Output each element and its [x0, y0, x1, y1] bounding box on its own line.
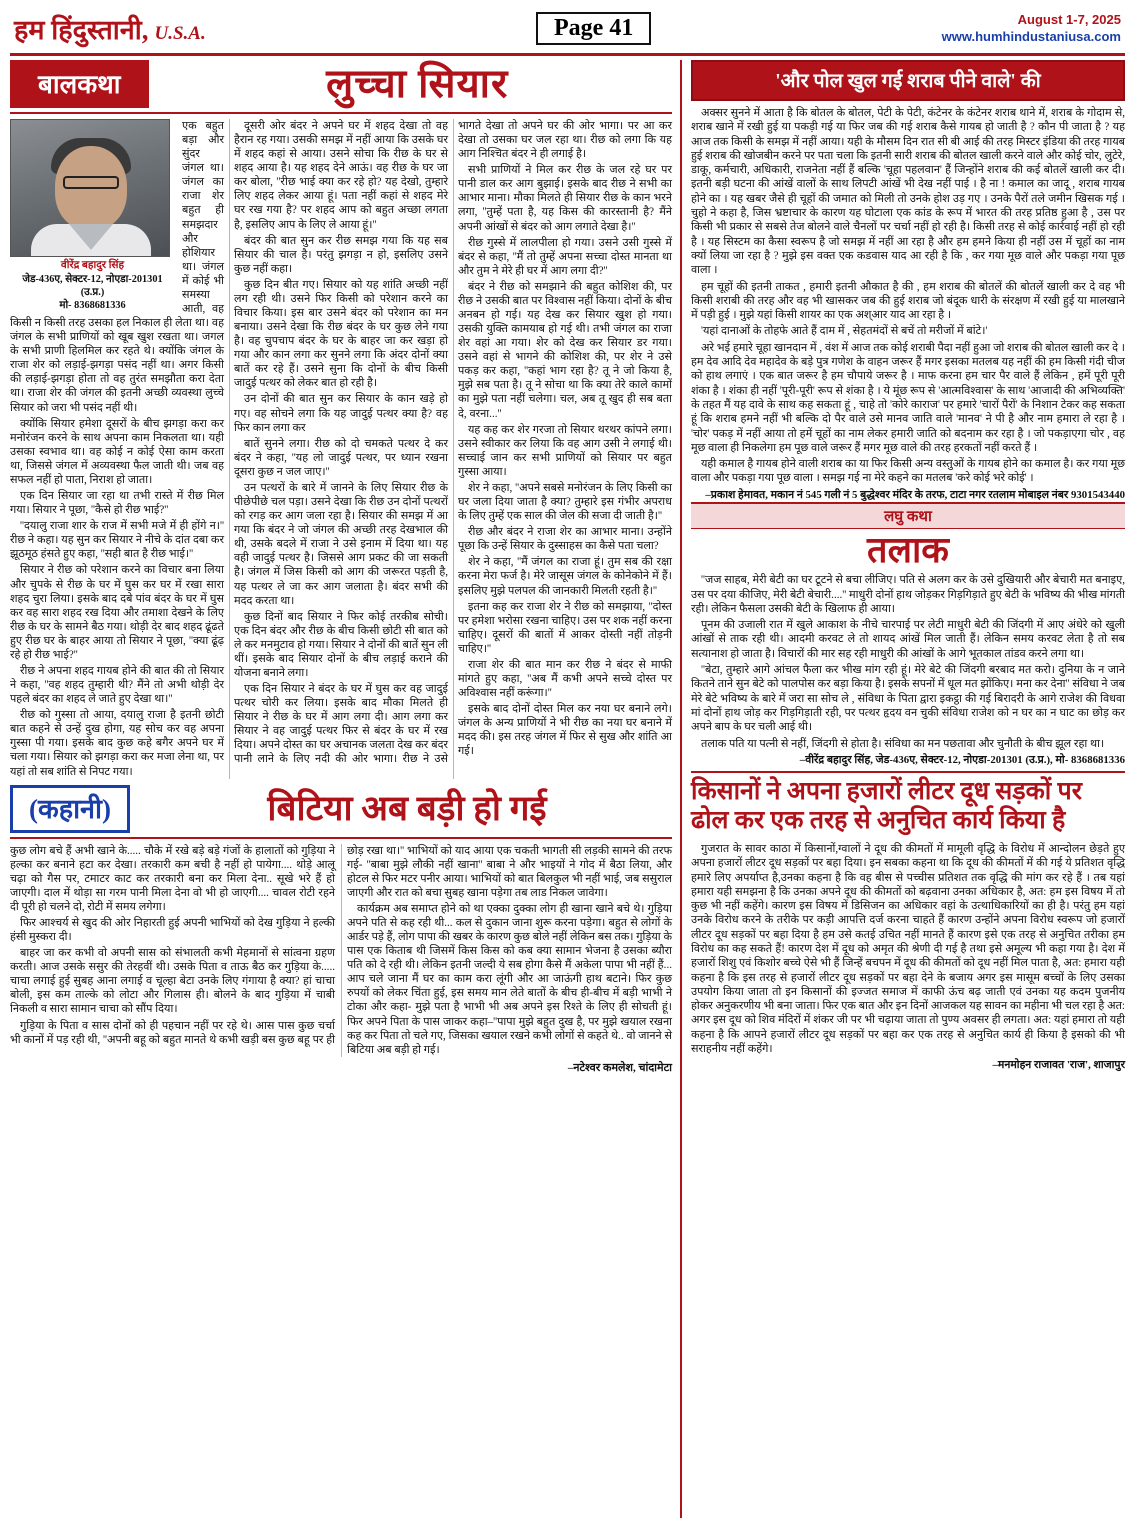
page-number: Page 41 [536, 12, 651, 45]
story1-para: शेर ने कहा, ''अपने सबसे मनोरंजन के लिए किसी का घर जला दिया जाता है क्या? तुम्हारे इस गंभीर अपराध के लिए तुम्हें एक साल की जेल की सजा दी जाती है।'' [458, 481, 672, 523]
story1-para: बंदर ने रीछ को समझाने की बहुत कोशिश की, पर रीछ ने उसकी बात पर विश्वास नहीं किया। दोनों के बीच अनबन हो गई। यह देख कर सियार खुश हो गया। उसकी युक्ति कामयाब हो गई थी। तभी जंगल का राजा शेर वहां आ गया। शेर को देख कर सियार डर गया। उसने वहां से भागने की कोशिश की, पर शेर ने उसे पकड़ कर कहा, ''कहां भाग रहा है? तू ने जो किया है, मुझे सब पता है। तू ने सोचा था कि क्या तेरे काले कामों का मुझे पता नहीं चलेगा। चल, अब तू खुद ही सब बता दे, वरना...'' [458, 280, 672, 420]
newspaper-edition: U.S.A. [154, 23, 206, 44]
story1-category-tag: बालकथा [10, 60, 149, 108]
story2-para: फिर आश्चर्य से खुद की ओर निहारती हुई अपनी भाभियों को देख गुड़िया ने हल्की हंसी मुस्करा दी। [10, 916, 335, 944]
masthead-left [14, 10, 206, 47]
article3-para: गुजरात के सावर काठा में किसानों,ग्वालों ने दूध की कीमतों में मामूली वृद्धि के विरोध में आन्दोलन छेड़ते हुए अपना हजारों लीटर दूध सड़कों पर बहा दिया। इन सबका कहना था कि दूध की कीमतों में की गई ये प्रतिशत वृद्धि हमारे लिए अपर्याप्त है,उनका कहना है कि वह बीस से पच्चीस प्रतिशत तक वृद्धि की मांग कर रहे हैं । तब यहां हमारा यही समझना है कि उनका अपने दूध की कीमतों को बढ़वाना उनका अधिकार है, अत: हम इस विषय में तो कुछ भी नहीं कहेंगे। कारण इस विषय में डिसिजन का अधिकार वहां के उत्थाधिकारियों का ही है। परंतु हम यहां उनके विरोध करने के तरीके पर कड़ी आपत्ति दर्ज करना चाहते हैं कारण उन्होंने अपना विरोध स्वरूप जो हजारों लीटर दूध सड़कों पर बहा दिया है हम उसे कतई उचित नहीं मानते हैं कारण इसे एक तरह से अनुचित तरीका हम विरोध का कह सकते हैं! कारण देश में दूध को अमृत की श्रेणी दी गई है तथा इसे अमूल्य भी कहा गया है। देश में हजारों शिशु एवं किशोर बच्चे ऐसे भी हैं जिन्हें बचपन में दूध की कीमतों को दूध नहीं मिल पाता है, अत: हमारा यही कहना है कि इस तरह से हजारों लीटर दूध सड़कों पर बहा देने के बजाय अगर इस मासूम बच्चों के लिए उसका उपयोग किया जाता तो इन किसानों की इज्जत समाज में काफी ऊंच बढ़ जाती एवं उनका यह कदम पुजनीय होकर अनुकरणीय भी बना जाता। फिर एक बात और इन दिनों आजकल यह सावन का महीना भी चल रहा है अत: अगर इस दूध को शिव मंदिरों में शंकर जी पर भी चढ़ाया जाता तो पुण्य अवसर ही लगता। अत: यहां हमारा तो यही कहना है कि आपने हजारों लीटर दूध सड़कों पर बहा कर एक तरह से अनुचित कार्य ही किया है इसको की भी सराहनीय नहीं कहेंगे। [691, 842, 1125, 1056]
story2-byline: –नटेश्वर कमलेश, चांदामेटा [567, 1061, 672, 1074]
story1-para: इसके बाद दोनों दोस्त मिल कर नया घर बनाने लगे। जंगल के अन्य प्राणियों ने भी रीछ का नया घर बनाने में मदद की। इस तरह जंगल में फिर से सुख और शांति आ गई। [458, 703, 672, 758]
story1-para: रीछ और बंदर ने राजा शेर का आभार माना। उन्होंने पूछा कि उन्हें सियार के दुस्साहस का कैसे पता चला? [458, 526, 672, 553]
article2-para: पूनम की उजाली रात में खुले आकाश के नीचे चारपाई पर लेटी माधुरी बेटी की जिंदगी में आए अंधेरे को खुली आंखों से ताक रही थी। आदमी करवट ले तो शायद आंखें मिल जाती हैं। लेकिन समय करवट लेता है तो सब सत्यानाश हो जाता है। विचारों की मार सह रही माधुरी की आंखों के आगे भूतकाल तांडव करने लगा था। [691, 619, 1125, 660]
story1-para: रीछ ने अपना शहद गायब होने की बात की तो सियार ने कहा, ''वह शहद तुम्हारी थी? मैंने तो अभी थोड़ी देर पहले बंदर का शहद ले जाते हुए देखा था।'' [10, 664, 224, 706]
story2-para: कुछ लोग बचे हैं अभी खाने के..... चौके में रखे बड़े बड़े गंजों के हालातों को गुड़िया ने हल्का कर बनाने हटा कर देखा। तरकारी कम बची है नहीं हो पायेगा.... थोड़े आलू चढ़ा को गैस पर, टमाटर काट कर तरकारी बना कर मिला देना.. सूखे भरे हैं हो जाएगी। दाल में थोड़ा सा गरम पानी मिला देना वो भी हो जाएगी.... चावल रोटी रहने दी पूरी हो चलने दो, रोटी में समय लगेगा। [10, 844, 335, 913]
story2-header [10, 785, 672, 833]
story1-body [10, 119, 672, 779]
article2-signature: –वीरेंद्र बहादुर सिंह, जेड-436ए, सेक्टर-12, नोएडा-201301 (उ.प्र.), मो- 8368681336 [799, 753, 1125, 766]
story1-title: लुच्चा सियार [326, 61, 509, 106]
story1-para: कुछ दिन बीत गए। सियार को यह शांति अच्छी नहीं लग रही थी। उसने फिर किसी को परेशान करने का विचार किया। इस बार उसने बंदर को परेशान का मन बनाया। उसने देखा कि रीछ बंदर के घर कुछ लेने गया है। वह चुपचाप बंदर के घर के बाहर जा कर खड़ा हो गया और कान लगा कर सुनने लगा कि अंदर दोनों क्या बातें कर रहे हैं। उसने सुना कि दोनों के बीच किसी जादुई पत्थर को लेकर बात हो रही है। [234, 278, 448, 390]
story2-para: गुड़िया के पिता व सास दोनों को ही पहचान नहीं पर रहे थे। आस पास कुछ चर्चा भी कानों में पड़ रही थी, ''अपनी बहू को बहुत मानते थे कभी खड़ी बस कुछ बहू पर ही छोड़ रखा था।'' भाभियों को याद आया एक चकती भागती सी लड़की सामने की तरफ गई- ''बाबा मुझे लौकी नहीं खाना'' बाबा ने और भाइयों ने गोद में बैठा लिया, और होटल से फिर मटर पनीर आया। भाभियों को बात बिलकुल भी नहीं भाई, जब ससुराल जाएगी और रात को बचा सुबह खाना पड़ेगा तब लाड निकल जावेगा। [10, 844, 672, 1046]
story1-para: एक दिन सियार जा रहा था तभी रास्ते में रीछ मिल गया। सियार ने पूछा, ''कैसे हो रीछ भाई?'' [10, 490, 224, 517]
story1-para: इतना कह कर राजा शेर ने रीछ को समझाया, ''दोस्त पर हमेशा भरोसा रखना चाहिए। उस पर शक नहीं करना चाहिए। दूसरों की बातों में आकर दोस्ती नहीं तोड़नी चाहिए।'' [458, 600, 672, 655]
article1-banner: 'और पोल खुल गई शराब पीने वाले' की [691, 60, 1125, 101]
story1-para: ''दयालु राजा शार के राज में सभी मजे में ही होंगे न।'' रीछ ने कहा। यह सुन कर सियार ने नीचे के दांत दबा कर झूठमूठ हंसते हुए कहा, ''सही बात है रीछ भाई।'' [10, 520, 224, 561]
author-box [10, 119, 175, 313]
divider-rule [10, 837, 672, 839]
article1-signature: –प्रकाश हेमावत, मकान नं 545 गली नं 5 बुद्धेश्वर मंदिर के तरफ, टाटा नगर रतलाम मोबाइल नंबर 9301543440 [705, 488, 1125, 501]
story2-para: बाहर जा कर कभी वो अपनी सास को संभालती कभी मेहमानों से सांत्वना ग्रहण करती। आज उसके ससुर की तेरहवीं थी। उसके पिता व ताऊ बैठ कर गुड़िया के..... चाचा लगाई हुई सुबह आना लगाई व चूल्हा बेटा उनके लिए गंगाया है क्या? हां चाचा बोली, इस कम ताल्के को लोटा और गिलास ही। बोलने के बाद गुड़िया में चाबी निकली व सारा सामान चाचा को सौंप दिया। [10, 947, 335, 1016]
story1-para: दूसरी ओर बंदर ने अपने घर में शहद देखा तो वह हैरान रह गया। उसकी समझ में नहीं आया कि उसके घर में शहद कहां से आया। उसने सोचा कि रीछ के घर से शहद आया है। यह शहद देने आऊं। वह रीछ के घर जा कर बोला, ''रीछ भाई क्या कर रहे हो? यह देखो, तुम्हारे लिए शहद लेकर आया हूं। पता नहीं कहां से शहद मेरे घर रख गया है? पर शहद आप को बहुत अच्छा लगता है, इसलिए आप के लिए ले आया हूं।'' [234, 120, 448, 231]
story1-para: बंदर की बात सुन कर रीछ समझ गया कि यह सब सियार की चाल है। परंतु झगड़ा न हो, इसलिए उसने कुछ नहीं कहा। [234, 234, 448, 275]
divider-rule [10, 112, 672, 114]
story1-para: एक दिन सियार ने बंदर के घर में घुस कर वह जादुई पत्थर चोरी कर लिया। इसके बाद मौका मिलते ही सियार ने रीछ के घर में आग लगा दी। आग लगा कर सियार ने वह जादुई पत्थर फिर से बंदर के घर में रख दिया। अपने दोस्त का घर अचानक जलता देख कर बंदर पानी लाने के लिए नदी की ओर भागा। रीछ ने उसे भागते देखा तो अपने घर की ओर भागा। पर आ कर देखा तो उसका घर जल रहा था। रीछ को लगा कि यह आग निश्चित बंदर ने ही लगाई है। [234, 120, 672, 766]
left-column-zone [10, 60, 682, 1518]
article1-para: अक्सर सुनने में आता है कि बोतल के बोतल, पेटी के पेटी, कंटेनर के कंटेनर शराब थाने में, शराब के गोदाम से, शराब खाने में रखी हुई या पकड़ी गई या फिर जब की गई शराब कैसे गायब हो जाती है ? कौन पी जाता है ? यह आज तक किसी के समझ में नहीं आया। यही के मौसम दिन रात सी बी आई की तरह मिस्टर इंडिया की तरह गायब हुई शराब की खोजबीन करने पर पता चला कि इतनी सारी शराब की बोतल खाली करने वाले और कोई चोर, लुटेरे, डाकू, कर्मचारी, अधिकारी, राजनेता नहीं हैं बल्कि 'चूहा पहलवान' हैं जिन्होंने शराब की कई बोतलें खाली कर दी। इतनी बड़ी घटना की आंखें वालों के साथ लिपटी आंखें भी देख नहीं पाई । है ना ! कमाल का जादू , शराब गायब होने का । यह खबर जैसे ही चूहों की जमात को मिली तो उनके होश उड़ गए । उनके पैरों तले जमीन खिसक गई । चुहो ने कहा है, जिस भ्रष्टाचार के कारण यह घोटाला एक कांड के रूप में भारत की तरह प्रतिष्ठ हुआ है , उस पर किसी भी प्रकार से सबसे तेज बोलने वाले चैनलों पर चर्चा नहीं हो रही है। किसी तरह से कोई कार्रवाई नहीं हो रही है । यह सिस्टम का कैसा स्वरूप है जो समझ में नहीं आ रहा है और हम हमने किया ही नहीं उस में चूहों का नाम क्यों लिया जा रहा है ? मुझे इस वक्त एक कडवास याद आ रही है कि , कर गया मूछ वाले और पकड़ा गया पूछ वाला । [691, 107, 1125, 277]
newspaper-title: हम हिंदुस्तानी, [14, 15, 149, 45]
story1-para: उन दोनों की बात सुन कर सियार के कान खड़े हो गए। वह सोचने लगा कि यह जादुई पत्थर क्या है? वह फिर कान लगा कर [234, 393, 448, 434]
article1-body [691, 106, 1125, 486]
article1-para: 'यहां दानाओं के तोहफे आते हैं दाम में , सेहतमंदों से बचें तो मरीजों में बांटे।' [701, 325, 988, 338]
author-photo [10, 119, 170, 257]
story1-para: उन पत्थरों के बारे में जानने के लिए सियार रीछ के पीछेपीछे चल पड़ा। उसने देखा कि रीछ उन दोनों पत्थरों को रगड़ कर आग जला रहा है। सियार की समझ में आ गया कि बंदर ने जो जंगल की अच्छी तरह देखभाल की थी, उसके बदले में राजा ने उसे इनाम में दिया था। यह वही जादुई पत्थर है। जिससे आग प्रकट की जा सकती है। जंगल में जिस किसी को आग की जरूरत पड़ती है, यह पत्थर ले जा कर आग जलाता है। बंदर सभी की मदद करता था। [234, 481, 448, 607]
article3-title: किसानों ने अपना हजारों लीटर दूध सड़कों पर ढोल कर एक तरह से अनुचित कार्य किया है [691, 778, 1082, 835]
story1-para: कुछ दिनों बाद सियार ने फिर कोई तरकीब सोची। एक दिन बंदर और रीछ के बीच किसी छोटी सी बात को ले कर मनमुटाव हो गया। सियार ने दोनों की बातें सुन ली थीं। इसके बाद सियार दोनों के बीच लड़ाई कराने की योजना बनाने लगा। [234, 610, 448, 679]
page-grid [10, 60, 1125, 1518]
article1-para: हम चूहों की इतनी ताकत , हमारी इतनी औकात है की , हम शराब की बोतलें की बोतलें खाली कर दे वह भी किसी शराबी की तरह और वह भी खासकर जब की हुई शराब जो बंदूक धारी के संरक्षण में रखी हुई या मालखाने में पड़ी हुई । मुझे यहां किसी शायर का एक अश्आर याद आ रहा है । [691, 280, 1125, 322]
divider-rule [691, 771, 1125, 773]
story1-para: बातें सुनने लगा। रीछ को दो चमकते पत्थर दे कर बंदर ने कहा, ''यह लो जादुई पत्थर, पर ध्यान रखना दूसरा कुछ न जल जाए।'' [234, 437, 448, 478]
article2-title: तलाक [867, 530, 949, 571]
article1-para: यही कमाल है गायब होने वाली शराब का या फिर किसी अन्य वस्तुओं के गायब होने का कमाल है। कर गया मूछ वाला और पकड़ा गया पूछ वाला । समझ गई ना मेरे कहने का मतलब 'करे कोई भरे कोई' । [691, 458, 1125, 485]
issue-date: August 1-7, 2025 [1017, 12, 1121, 28]
story1-para: क्योंकि सियार हमेशा दूसरों के बीच झगड़ा करा कर मनोरंजन करने के साथ अपना काम निकलता था। यही उसका स्वभाव था। वह कोई न कोई ऐसा काम करता था, जिससे जंगल में अव्यवस्था फैल जाती थी। जब वह सफल नहीं हो पाता, निराश हो जाता। [10, 417, 224, 486]
right-column-zone [682, 60, 1125, 1518]
website-url[interactable]: www.humhindustaniusa.com [941, 28, 1121, 44]
article2-para: तलाक पति या पत्नी से नहीं, जिंदगी से होता है। संविधा का मन पछतावा और चुनौती के बीच झूल रहा था। [701, 737, 1105, 750]
story1-para: सियार ने रीछ को परेशान करने का विचार बना लिया और चुपके से रीछ के घर में घुस कर घर में रखा सारा शहद चुरा लिया। इसके बाद दबे पांव बंदर के घर में घुस कर वह सारा शहद रख दिया और तमाशा देखने के लिए रीछ के घर के सामने बैठ गया। थोड़ी देर बाद शहद ढूंढते हुए रीछ घर के बाहर आया तो सियार ने पूछा, ''क्या ढूंढ़ रहे हो रीछ भाई?'' [10, 564, 224, 661]
masthead-right [942, 12, 1121, 45]
article3-signature: –मनमोहन राजावत 'राज', शाजापुर [992, 1059, 1125, 1072]
story2-para: कार्यक्रम अब समाप्त होने को था एक्का दुक्का लोग ही खाना खाने बचे थे। गुड़िया अपने पति से कह रही थी... कल से दुकान जाना शुरू करना पड़ेगा। बहुत से लोगों के आर्डर पड़े हैं, लोग पापा की खबर के कारण कुछ बोले नहीं लेकिन बस तक। गुड़िया के पास एक किताब थी जिसमें किस किस को कब क्या सामान भेजना है उसका ब्यौरा पति को दे रही थी। लेकिन इतनी जल्दी ये सब होगा कैसे मैं अकेला पापा भी नहीं हैं... आप चले जाना मैं घर का काम करा लूंगी और आ जाऊंगी हाथ बटाने। फिर कुछ रुपयों को लेकर चिंता हुई, इस समय मान लेते बातों के बीच ही-बीच में बड़ी भाभी ने टोका और कहा- मुझे पता है भाभी भी अब अपने इस रिश्ते के लिए ही सोचती हूं। फिर अपने पिता के पास जाकर कहा–''पापा मुझे बहुत दुख है, पर मुझे खयाल रखना कह कर पिता तो चले गए, जिसका खयाल रखने कभी लोगों से कहते थे.. वो जानने से बिटिया अब बड़ी हो गई। [347, 902, 672, 1056]
author-mobile: मो- 8368681336 [59, 300, 126, 312]
article2-para: ''बेटा, तुम्हारे आगे आंचल फैला कर भीख मांग रही हूं। मेरे बेटे की जिंदगी बरबाद मत करो। दुनिया के न जाने कितने ताने सुन बेटे को पालपोस कर बड़ा किया है। इसके सपनों में धूल मत झोंकिए। मना कर देना'' संविधा ने जब मेरे बेटे भविष्य के बारे में जरा सा सोच ले , संविधा के पिता द्वारा इकट्ठा की गई बिरादरी के आगे राजेश की विधवा मां दोनों हाथ जोड़ कर गिड़गिड़ाती रही, पर पत्थर हृदय वन चुकी संविधा राजेश को न घर का न घाट का छोड़ कर अपने बाप के घर चली आई थी। [691, 664, 1125, 734]
story1-para: रीछ को गुस्सा तो आया, दयालु राजा है इतनी छोटी बात कहने से उन्हें दुख होगा, यह सोच कर वह अपना गुस्सा पी गया। इसके बाद कुछ कहे बगैर अपने घर में चला गया। सियार को झगड़ा करा कर मजा लेना था, पर यहां तो सब शांति से निपट गया। [10, 709, 224, 778]
article2-body [691, 573, 1125, 751]
story1-para: एक बहुत बड़ा और सुंदर जंगल था। जंगल का राजा शेर बहुत ही समझदार और होशियार था। जंगल में कोई भी समस्या आती, वह किसी न किसी तरह उसका हल निकाल ही लेता था। वह जंगल के सभी प्राणियों को खूब खुश रखता था। जगल के सभी प्राणी हिलमिल कर रहते थे। क्योंकि जंगल के राजा शेर को लड़ाई-झगड़ा पसंद नहीं था। अगर किसी की लड़ाई-झगड़ा होता तो वह तुरंत समझौता करा देता था। राजा शेर की जंगल की इतनी अच्छी व्यवस्था लुच्चे सियार को जरा भी पसंद नहीं थी। [10, 120, 224, 414]
story1-para: राजा शेर की बात मान कर रीछ ने बंदर से माफी मांगते हुए कहा, ''अब मैं कभी अपने सच्चे दोस्त पर अविश्वास नहीं करूंगा।'' [458, 658, 672, 700]
article2-category-label: लघु कथा [691, 502, 1125, 529]
story1-para: रीछ गुस्से में लालपीला हो गया। उसने उसी गुस्से में बंदर से कहा, ''मैं तो तुम्हें अपना सच्चा दोस्त मानता था और तुम ने मेरे ही घर में आग लगा दी?'' [458, 236, 672, 277]
story1-para: सभी प्राणियों ने मिल कर रीछ के जल रहे घर पर पानी डाल कर आग बुझाई। इसके बाद रीछ ने सभी का आभार माना। मौका मिलते ही सियार रीछ के कान भरने लगा, ''तुम्हें पता है, यह किस की कारस्तानी है? मैंने अपनी आंखों से बंदर को आग लगाते देखा है।'' [458, 164, 672, 233]
story2-title: बिटिया अब बड़ी हो गई [267, 789, 547, 829]
author-address: जेड-436ए, सेक्टर-12, नोएडा-201301 (उ.प्र.) [22, 273, 163, 299]
article2-para: ''जज साहब, मेरी बेटी का घर टूटने से बचा लीजिए। पति से अलग कर के उसे दुखियारी और बेचारी मत बनाइए, उस पर दया कीजिए, मेरी बेटी बेचारी....'' माधुरी दोनों हाथ जोड़कर गिड़गिड़ाते हुए बेटी के भविष्य की भीख मांगती रही। लेकिन फैसला उसकी बेटी के खिलाफ ही आया। [691, 574, 1125, 615]
article3-body [691, 842, 1125, 1056]
author-name: वीरेंद्र बहादुर सिंह [60, 260, 125, 271]
story1-header [10, 60, 672, 108]
story1-para: यह कह कर शेर गरजा तो सियार थरथर कांपने लगा। उसने स्वीकार कर लिया कि वह आग उसी ने लगाई थी। सच्चाई जान कर सभी प्राणियों को सियार पर बहुत गुस्सा आया। [458, 423, 672, 478]
article1-para: अरे भई हमारे चूहा खानदान में , वंश में आज तक कोई शराबी पैदा नहीं हुआ जो शराब की बोतल खाली कर दे । हम देव आदि देव महादेव के बड़े पुत्र गणेश के वाहन जरूर हैं मगर इसका मतलब यह नहीं की हम किसी गंदी चीज को हाथ लगाएं । एक बात जरूर है हम चौपाये जरूर है । माफ करना हम चार पैर वाले हैं लेकिन , हमें पूरी पूरी शंका है । शंका ही नहीं 'पूरी-पूरी' रूप से शंका है । ये मूंछ रूप से 'आत्मविश्वास' के साथ 'आजादी की अभिव्यक्ति' के तहत मैं यह दावे के साथ कह सकता हूं , चाहे तो 'कोरे काराज' पर हमारे 'चारों पैरों' के निशान टेकर कह सकता हूं कि शराब हमने नहीं भी बल्कि दो पैर वाले उसे मानव जाति वाले 'मानव' ने पी है और नाम हमारा ले रहा है । 'चोर' पकड़ में नहीं आया तो हमें चूहों का नाम लेकर हमारी जाति को बदनाम कर रहा है । जो पकड़ाएगा चोर , वह मूछ वाला ही निकलेगा हम पूछ वाले जरूर हैं मगर मूछ वाले की तरह हरकतों नहीं करते हैं । [691, 341, 1125, 454]
story2-body [10, 844, 672, 1057]
story1-para: शेर ने कहा, ''मैं जंगल का राजा हूं। तुम सब की रक्षा करना मेरा फर्ज है। मेरे जासूस जंगल के कोनेकोने में हैं। इसलिए मुझे पलपल की जानकारी मिलती रहती है।'' [458, 556, 672, 597]
masthead [10, 8, 1125, 56]
story2-category-tag: (कहानी) [10, 785, 130, 833]
